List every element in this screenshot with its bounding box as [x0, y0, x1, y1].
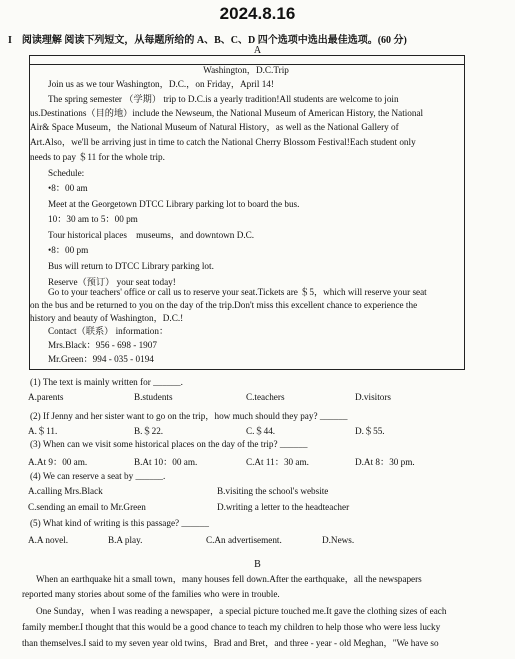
passage-a-line: Tour historical places museums，and downtown D.C. [48, 230, 255, 240]
passage-b-line: family member.I thought that this would be a good chance to teach my children to help those who were less lucky [22, 622, 441, 632]
passage-label-b: B [254, 559, 261, 570]
question-4-option-b[interactable]: B.visiting the school's website [217, 486, 329, 496]
question-5-option-a[interactable]: A.A novel. [28, 535, 69, 545]
question-2-option-c[interactable]: C.＄44. [246, 426, 276, 436]
passage-a-line: history and beauty of Washington，D.C.! [30, 313, 184, 323]
passage-b-line: reported many stories about some of the families who were in trouble. [22, 589, 280, 599]
passage-a-line: needs to pay ＄11 for the whole trip. [30, 152, 165, 162]
question-3-option-b[interactable]: B.At 10：00 am. [134, 457, 198, 467]
question-5-option-d[interactable]: D.News. [322, 535, 355, 545]
passage-a-line: Air& Space Museum，the National Museum of Natural History，as well as the National Gallery of [30, 122, 399, 132]
question-4-option-d[interactable]: D.writing a letter to the headteacher [217, 502, 350, 512]
passage-a-line: Bus will return to DTCC Library parking lot. [48, 261, 214, 271]
passage-label-a: A [253, 45, 262, 56]
passage-a-line: 10：30 am to 5：00 pm [48, 214, 138, 224]
question-1-option-b[interactable]: B.students [134, 392, 173, 402]
question-4-option-c[interactable]: C.sending an email to Mr.Green [28, 502, 146, 512]
passage-a-line: us.Destinations（目的地）include the Newseum, the National Museum of American History, the National [30, 108, 424, 118]
question-2-stem: (2) If Jenny and her sister want to go on the trip，how much should they pay? ______ [30, 411, 348, 421]
question-3-option-c[interactable]: C.At 11：30 am. [246, 457, 309, 467]
passage-a-line: •8：00 am [48, 183, 88, 193]
passage-b-line: When an earthquake hit a small town，many houses fell down.After the earthquake，all the newspapers [36, 574, 422, 584]
passage-a-line: Meet at the Georgetown DTCC Library parking lot to board the bus. [48, 199, 300, 209]
question-1-option-a[interactable]: A.parents [28, 392, 64, 402]
passage-a-line: Mrs.Black：956 - 698 - 1907 [48, 340, 157, 350]
question-5-option-c[interactable]: C.An advertisement. [206, 535, 282, 545]
passage-a-title: Washington，D.C.Trip [203, 65, 289, 75]
passage-a-line: The spring semester （学期） trip to D.C.is a yearly tradition!All students are welcome to join [48, 94, 399, 104]
passage-b-line: than themselves.I said to my seven year old twins，Brad and Bret，and three - year - old Meghan，"We have so [22, 638, 439, 648]
question-3-option-a[interactable]: A.At 9：00 am. [28, 457, 88, 467]
passage-a-line: Join us as we tour Washington，D.C.，on Friday，April 14! [48, 79, 274, 89]
question-4-stem: (4) We can reserve a seat by ______. [30, 471, 166, 481]
passage-b-line: One Sunday，when I was reading a newspaper，a special picture touched me.It gave the clothing sizes of each [36, 606, 447, 616]
question-1-option-d[interactable]: D.visitors [355, 392, 391, 402]
passage-a-line: Contact（联系） information： [48, 326, 169, 336]
section-heading: I 阅读理解 阅读下列短文，从每题所给的 A、B、C、D 四个选项中选出最佳选项。(60 分) [8, 35, 407, 46]
passage-a-line: •8：00 pm [48, 245, 89, 255]
question-1-stem: (1) The text is mainly written for ______. [30, 377, 183, 387]
passage-a-line: on the bus and be returned to you on the day of the trip.Don't miss this excellent chance to experience the [30, 300, 418, 310]
question-2-option-d[interactable]: D.＄55. [355, 426, 385, 436]
passage-a-line: Mr.Green：994 - 035 - 0194 [48, 354, 154, 364]
date-title: 2024.8.16 [219, 4, 296, 23]
question-3-option-d[interactable]: D.At 8：30 pm. [355, 457, 415, 467]
question-5-stem: (5) What kind of writing is this passage? ______ [30, 518, 209, 528]
passage-a-line: Schedule: [48, 168, 85, 178]
question-2-option-a[interactable]: A.＄11. [28, 426, 58, 436]
question-1-option-c[interactable]: C.teachers [246, 392, 285, 402]
passage-a-line: Reserve（预订） your seat today! [48, 277, 176, 287]
question-5-option-b[interactable]: B.A play. [108, 535, 143, 545]
passage-a-line: Go to your teachers' office or call us to reserve your seat.Tickets are ＄5，which will reserve your seat [48, 287, 427, 297]
question-4-option-a[interactable]: A.calling Mrs.Black [28, 486, 103, 496]
question-3-stem: (3) When can we visit some historical places on the day of the trip? ______ [30, 439, 308, 449]
question-2-option-b[interactable]: B.＄22. [134, 426, 164, 436]
passage-a-line: Art.Also，we'll be arriving just in time to catch the National Cherry Blossom Festival!Each student only [30, 137, 416, 147]
